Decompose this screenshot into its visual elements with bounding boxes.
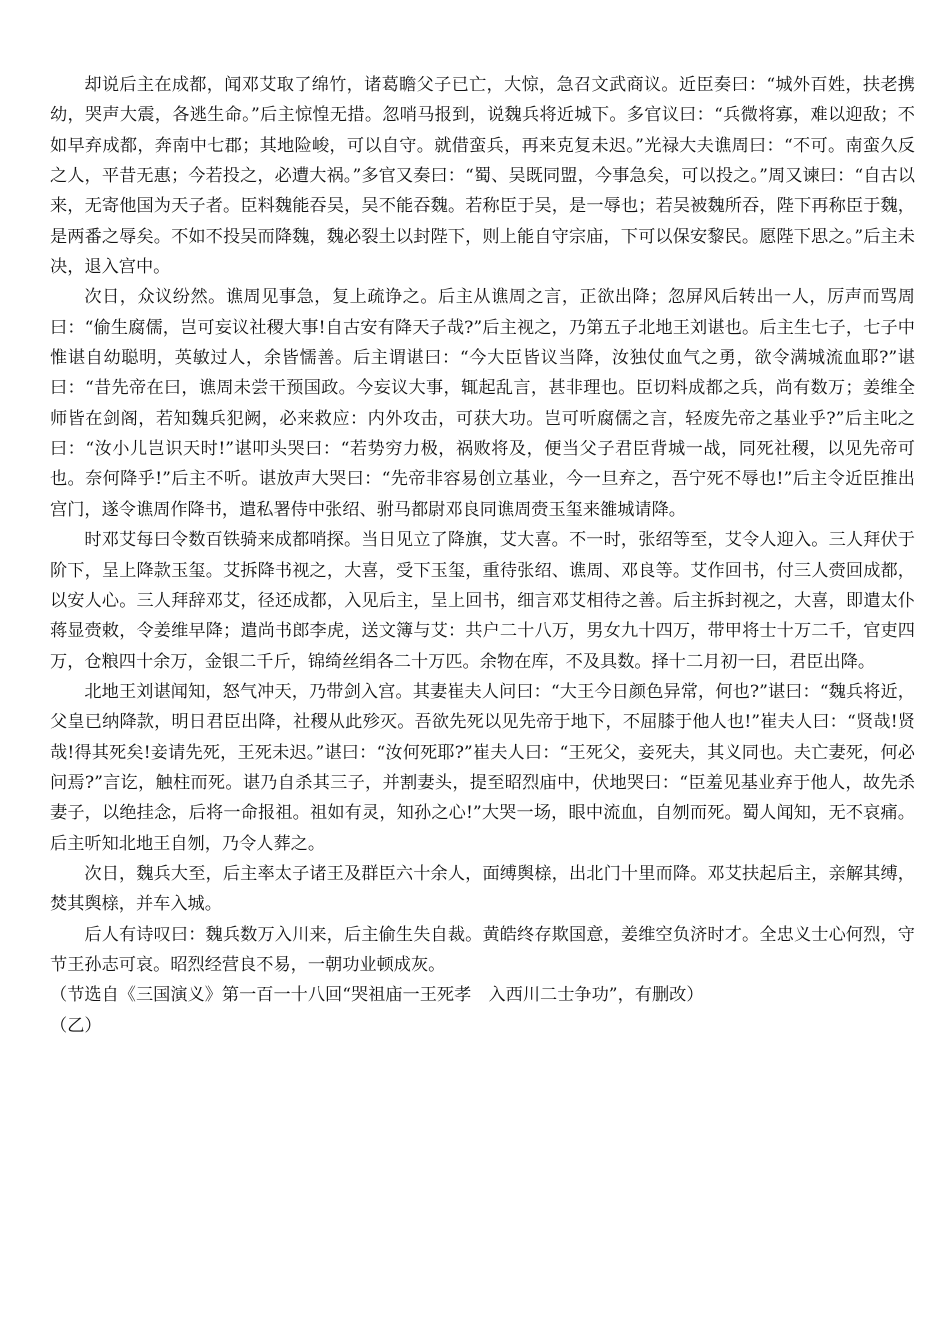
source-note: （节选自《三国演义》第一百一十八回“哭祖庙一王死孝 入西川二士争功”，有删改） xyxy=(50,985,704,1006)
paragraph-2: 次日，众议纷然。谯周见事急，复上疏诤之。后主从谯周之言，正欲出降；忽屏风后转出一人，厉声而骂周曰：“偷生腐儒，岂可妄议社稷大事!自古安有降天子哉?”后主视之，乃第五子北地王刘谌也。后主生七子，七子中惟谌自幼聪明，英敏过人，余皆懦善。后主谓谌曰：“今大臣皆议当降，汝独仗血气之勇，欲令满城流血耶?”谌曰：“昔先帝在曰，谯周未尝干预国政。今妄议大事，辄起乱言，甚非理也。臣切料成都之兵，尚有数万；姜维全师皆在剑阁，若知魏兵犯阙，必来救应：内外攻击，可获大功。岂可听腐儒之言，轻废先帝之基业乎?”后主叱之曰：“汝小儿岂识天时!”谌叩头哭曰：“若势穷力极，祸败将及，便当父子君臣背城一战，同死社稷，以见先帝可也。奈何降乎!”后主不听。谌放声大哭曰：“先帝非容易创立基业，今一旦弃之，吾宁死不辱也!”后主令近臣推出宫门，遂令谯周作降书，遣私署侍中张绍、驸马都尉邓良同谯周赍玉玺来雒城请降。 xyxy=(50,287,915,520)
paragraph-3: 时邓艾每曰令数百铁骑来成都哨探。当日见立了降旗，艾大喜。不一时，张绍等至，艾令人迎入。三人拜伏于阶下，呈上降款玉玺。艾拆降书视之，大喜，受下玉玺，重待张绍、谯周、邓良等。艾作回书，付三人赍回成都，以安人心。三人拜辞邓艾，径还成都，入见后主，呈上回书，细言邓艾相待之善。后主拆封视之，大喜，即遣太仆蒋显赍敕，令姜维早降；遣尚书郎李虎，送文簿与艾：共户二十八万，男女九十四万，带甲将士十万二千，官吏四万，仓粮四十余万，金银二千斤，锦绮丝绢各二十万匹。余物在库，不及具数。择十二月初一曰，君臣出降。 xyxy=(50,530,915,672)
paragraph-1: 却说后主在成都，闻邓艾取了绵竹，诸葛瞻父子已亡，大惊，急召文武商议。近臣奏曰：“城外百姓，扶老携幼，哭声大震，各逃生命。”后主惊惶无措。忽哨马报到，说魏兵将近城下。多官议曰：“兵微将寡，难以迎敌；不如早弃成都，奔南中七郡；其地险峻，可以自守。就借蛮兵，再来克复未迟。”光禄大夫谯周曰：“不可。南蛮久反之人，平昔无惠；今若投之，必遭大祸。”多官又奏曰：“蜀、吴既同盟，今事急矣，可以投之。”周又谏曰：“自古以来，无寄他国为天子者。臣料魏能吞吴，吴不能吞魏。若称臣于吴，是一辱也；若吴被魏所吞，陛下再称臣于魏，是两番之辱矣。不如不投吴而降魏，魏必裂土以封陛下，则上能自守宗庙，下可以保安黎民。愿陛下思之。”后主未决，退入宫中。 xyxy=(50,75,915,278)
document-body xyxy=(50,70,915,1041)
section-label: （乙） xyxy=(50,1015,102,1036)
paragraph-5: 次日，魏兵大至，后主率太子诸王及群臣六十余人，面缚舆榇，出北门十里而降。邓艾扶起后主，亲解其缚，焚其舆榇，并车入城。 xyxy=(50,863,915,915)
paragraph-6: 后人有诗叹曰：魏兵数万入川来，后主偷生失自裁。黄皓终存欺国意，姜维空负济时才。全忠义士心何烈，守节王孙志可哀。昭烈经营良不易，一朝功业顿成灰。 xyxy=(50,924,915,975)
paragraph-4: 北地王刘谌闻知，怒气冲天，乃带剑入宫。其妻崔夫人问曰：“大王今日颜色异常，何也?”谌曰：“魏兵将近，父皇已纳降款，明日君臣出降，社稷从此殄灭。吾欲先死以见先帝于地下，不屈膝于他人也!”崔夫人曰：“贤哉!贤哉!得其死矣!妾请先死，王死未迟。”谌曰：“汝何死耶?”崔夫人曰：“王死父，妾死夫，其义同也。夫亡妻死，何必问焉?”言讫，触柱而死。谌乃自杀其三子，并割妻头，提至昭烈庙中，伏地哭曰：“臣羞见基业弃于他人，故先杀妻子，以绝挂念，后将一命报祖。祖如有灵，知孙之心!”大哭一场，眼中流血，自刎而死。蜀人闻知，无不哀痛。后主听知北地王自刎，乃令人葬之。 xyxy=(50,681,915,854)
